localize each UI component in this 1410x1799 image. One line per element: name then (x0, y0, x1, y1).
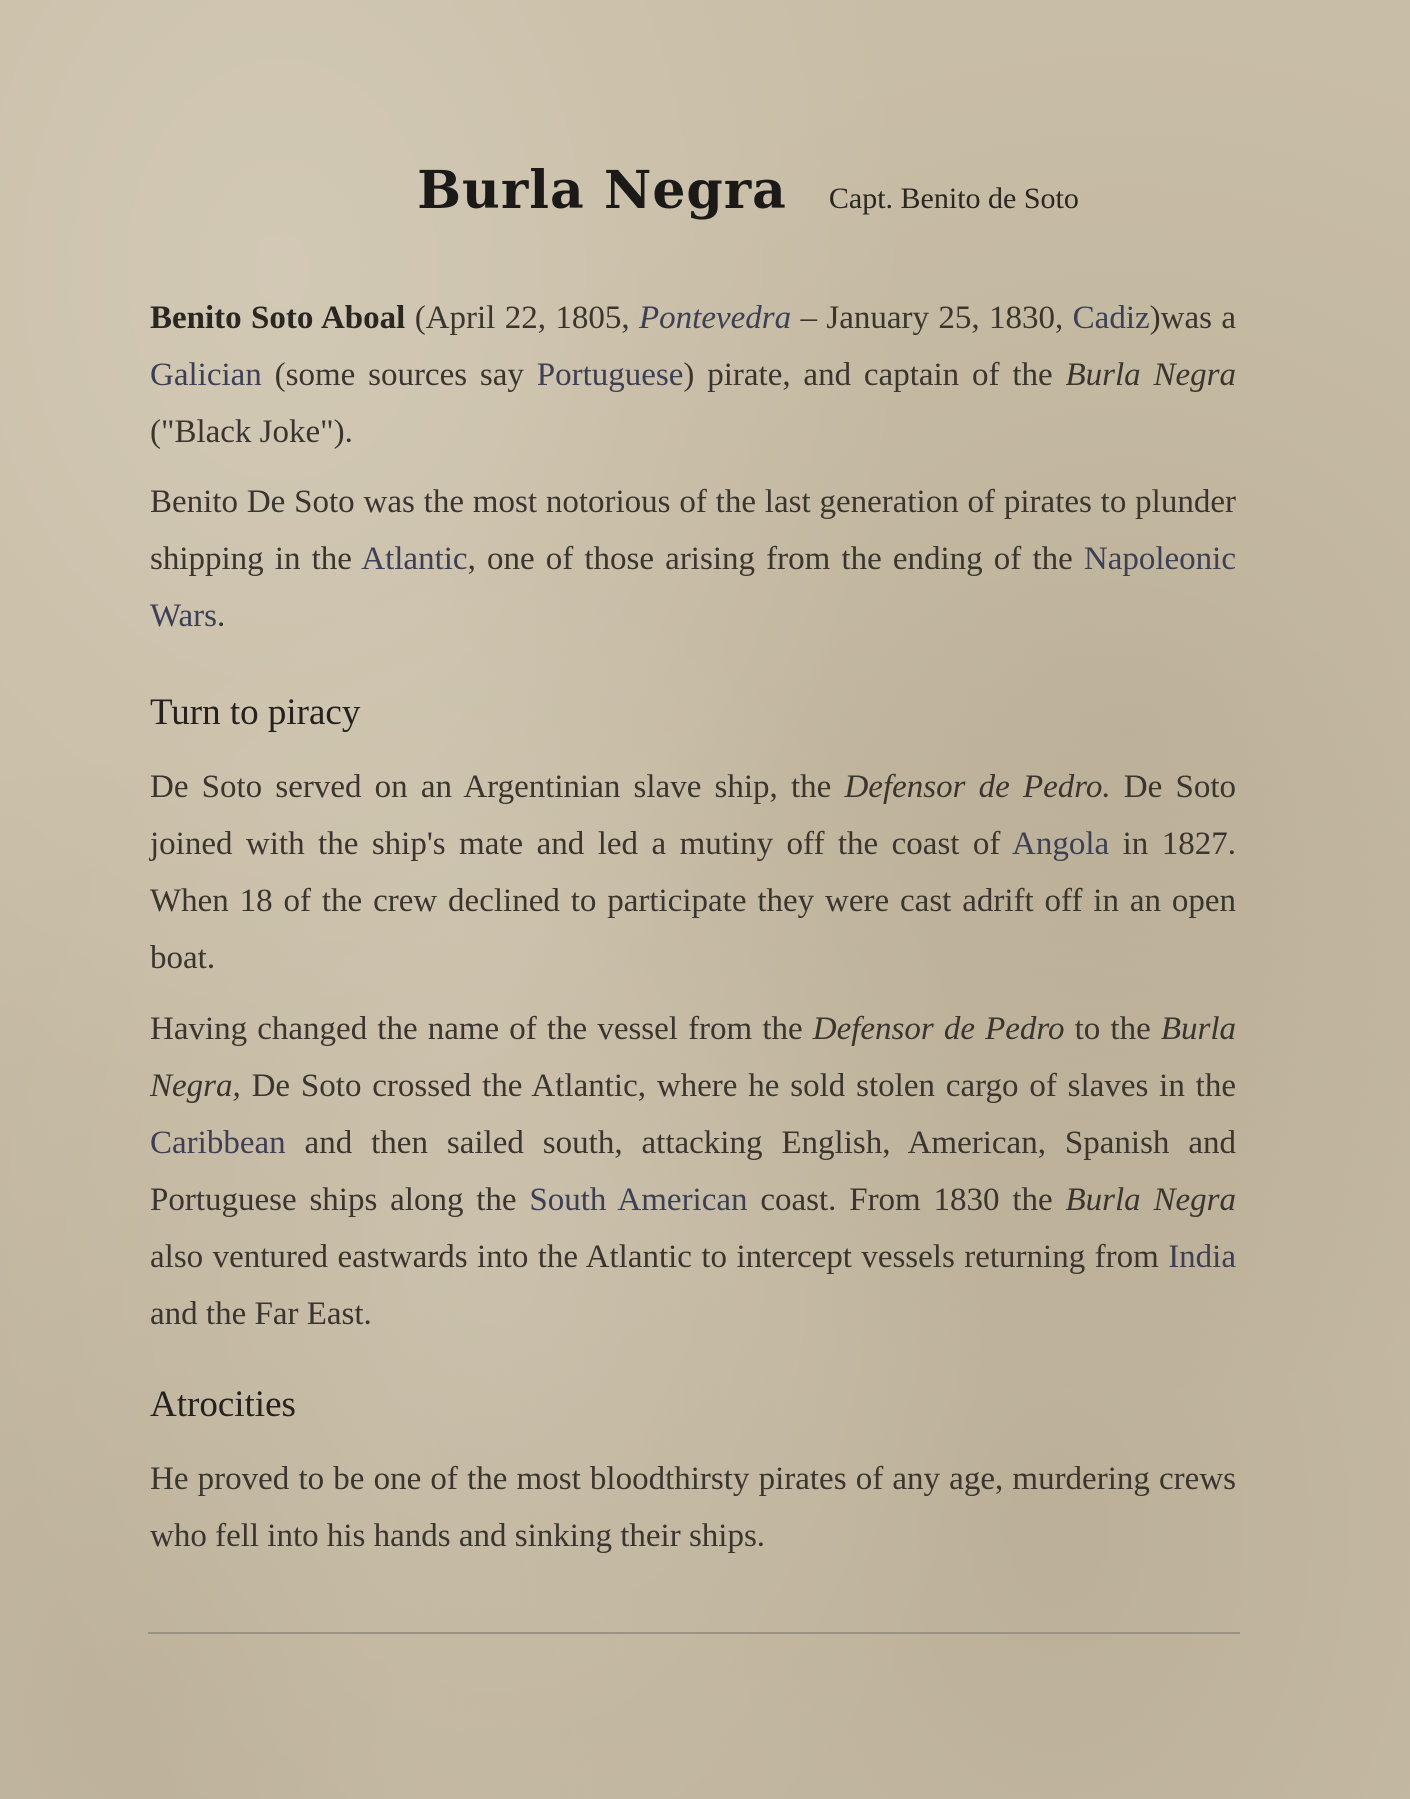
link-napoleonic-wars[interactable]: Napoleonic Wars (150, 541, 1236, 634)
text-span: and then sailed south, attacking English, American, Spanish and Portuguese ships along the (150, 1125, 1236, 1218)
page-subtitle: Capt. Benito de Soto (828, 182, 1079, 215)
link-portuguese[interactable]: Portuguese (536, 357, 684, 393)
text-span: – January 25, 1830, (791, 300, 1073, 336)
ship-name: Burla Negra (1065, 357, 1237, 393)
link-cadiz[interactable]: Cadiz (1072, 300, 1150, 336)
text-span: , one of those arising from the ending of the (467, 541, 1084, 577)
text-span: (April 22, 1805, (405, 300, 639, 336)
ship-name: Defensor de Pedro (812, 1011, 1065, 1047)
document-page (150, 160, 1236, 1565)
text-span: (some sources say (261, 357, 537, 393)
piracy-paragraph-2 (150, 1001, 1236, 1343)
text-span: ("Black Joke"). (150, 414, 353, 450)
page-title: Burla Negra (417, 160, 787, 221)
section-heading-piracy: Turn to piracy (150, 692, 361, 733)
ship-name: Burla Negra, (150, 1011, 1236, 1104)
link-atlantic[interactable]: Atlantic (361, 541, 468, 577)
text-span: ) pirate, and captain of the (683, 357, 1066, 393)
section-heading-atrocities: Atrocities (150, 1384, 296, 1425)
piracy-paragraph-1 (150, 759, 1236, 987)
link-pontevedra[interactable]: Pontevedra (639, 300, 792, 336)
divider-line (148, 1632, 1240, 1634)
text-span: to the (1064, 1011, 1161, 1047)
link-caribbean[interactable]: Caribbean (150, 1125, 286, 1161)
link-angola[interactable]: Angola (1012, 826, 1110, 862)
text-span: . (216, 598, 226, 634)
ship-name: Burla Negra (1065, 1182, 1236, 1218)
text-span: De Soto crossed the Atlantic, where he sold stolen cargo of slaves in the (240, 1068, 1236, 1104)
text-span: De Soto joined with the ship's mate and led a mutiny off the coast of (150, 769, 1236, 862)
ship-name: Defensor de Pedro. (844, 769, 1111, 805)
link-south-american[interactable]: South American (529, 1182, 748, 1218)
text-span: also ventured eastwards into the Atlantic to intercept vessels returning from (150, 1239, 1169, 1275)
history-paragraph (150, 474, 1236, 645)
text-span: in 1827. When 18 of the crew declined to participate they were cast adrift off in an open boat. (150, 826, 1237, 976)
subject-name: Benito Soto Aboal (150, 300, 406, 336)
text-span: and the Far East. (150, 1296, 372, 1332)
intro-paragraph (150, 290, 1236, 461)
text-span: )was a (1149, 300, 1236, 336)
link-india[interactable]: India (1168, 1239, 1236, 1275)
link-galician[interactable]: Galician (150, 357, 262, 393)
atrocities-paragraph: He proved to be one of the most bloodthirsty pirates of any age, murdering crews who fell into his hands and sinking their ships. (150, 1461, 1236, 1554)
text-span: Benito De Soto was the most notorious of the last generation of pirates to plunder shipping in the (150, 484, 1236, 577)
title-row (150, 160, 1236, 230)
text-span: coast. From 1830 the (747, 1182, 1066, 1218)
text-span: De Soto served on an Argentinian slave ship, the (150, 769, 845, 805)
text-span: Having changed the name of the vessel from the (150, 1011, 813, 1047)
